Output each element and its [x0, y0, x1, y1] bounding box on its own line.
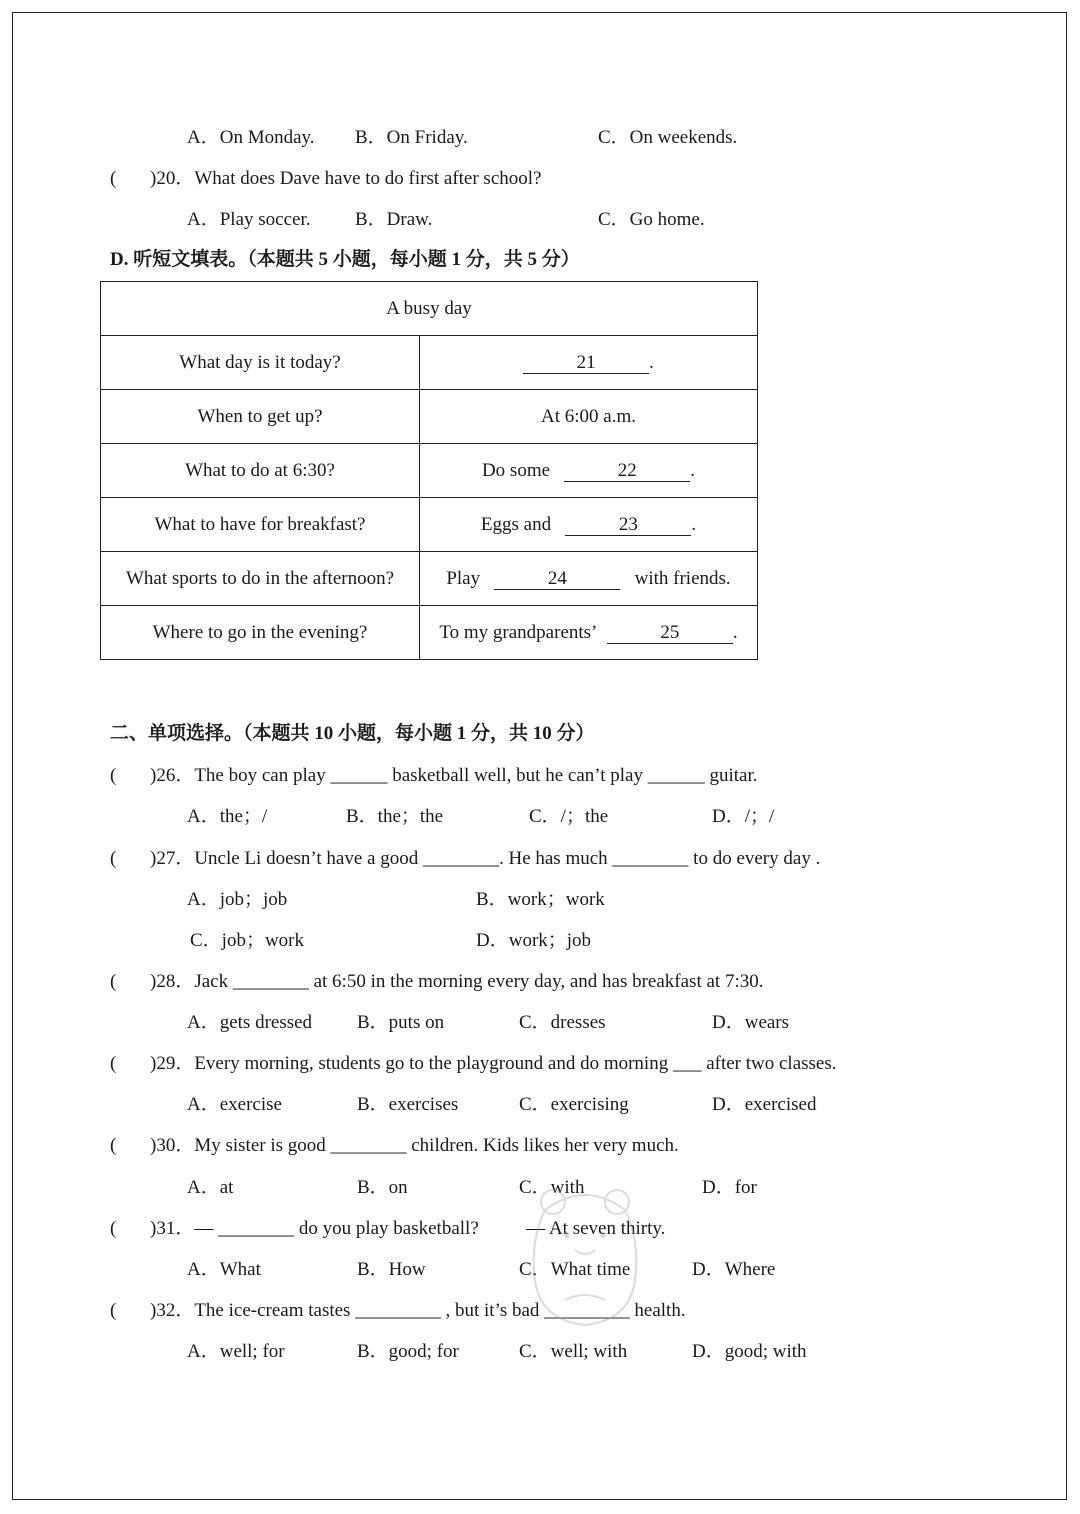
q28-paren: ( [110, 971, 117, 992]
q31-option-b[interactable]: B．How [357, 1259, 426, 1280]
table-question: What sports to do in the afternoon? [101, 552, 420, 606]
q32-option-d[interactable]: D．good; with [692, 1341, 807, 1362]
q32-option-b[interactable]: B．good; for [357, 1341, 459, 1362]
q30-option-c[interactable]: C．with [519, 1177, 585, 1198]
q28-option-d[interactable]: D．wears [712, 1012, 790, 1033]
q29-paren: ( [110, 1053, 117, 1074]
q30-paren: ( [110, 1135, 117, 1156]
table-row [101, 552, 758, 606]
q27-paren: ( [110, 848, 117, 869]
answer-prefix: Eggs and [480, 513, 552, 535]
table-title-row [101, 282, 758, 336]
q26-paren: ( [110, 765, 117, 786]
q26-option-b[interactable]: B．the；the [346, 806, 444, 827]
answer-blank-22[interactable]: 22 [564, 461, 690, 482]
q29-option-c[interactable]: C．exercising [519, 1094, 629, 1115]
table-row [101, 390, 758, 444]
q31-stem: )31．— ________ do you play basketball? — At seven thirty. [150, 1218, 666, 1239]
q20-paren: ( [110, 168, 117, 189]
q31-option-d[interactable]: D．Where [692, 1259, 776, 1280]
answer-blank-24[interactable]: 24 [494, 569, 620, 590]
q31-option-c[interactable]: C．What time [519, 1259, 631, 1280]
q26-stem: )26．The boy can play ______ basketball well, but he can’t play ______ guitar. [150, 765, 758, 786]
q30-option-b[interactable]: B．on [357, 1177, 408, 1198]
q27-stem: )27．Uncle Li doesn’t have a good ________. He has much ________ to do every day . [150, 848, 821, 869]
table-row [101, 336, 758, 390]
q29-option-d[interactable]: D．exercised [712, 1094, 817, 1115]
answer-suffix: . [691, 513, 697, 535]
table-row [101, 606, 758, 660]
q20-option-b: B．Draw. [355, 209, 433, 230]
table-question: What to have for breakfast? [101, 498, 420, 552]
answer-prefix: To my grandparents’ [439, 621, 598, 643]
q30-stem: )30．My sister is good ________ children. Kids likes her very much. [150, 1135, 679, 1156]
q28-stem: )28．Jack ________ at 6:50 in the morning every day, and has breakfast at 7:30. [150, 971, 764, 992]
answer-blank-21[interactable]: 21 [523, 353, 649, 374]
q26-option-d[interactable]: D．/；/ [712, 806, 775, 827]
q19-option-b: B．On Friday. [355, 127, 468, 148]
table-answer-cell [420, 336, 758, 390]
table-answer-cell [420, 444, 758, 498]
answer-blank-25[interactable]: 25 [607, 623, 733, 644]
table-answer-cell [420, 552, 758, 606]
q27-option-b[interactable]: B．work；work [476, 889, 605, 910]
q20-option-a: A．Play soccer. [187, 209, 311, 230]
answer-suffix: with friends. [634, 567, 731, 589]
q29-option-b[interactable]: B．exercises [357, 1094, 459, 1115]
q28-option-a[interactable]: A．gets dressed [187, 1012, 313, 1033]
answer-suffix: . [649, 351, 654, 373]
bear-watermark-icon [505, 1180, 655, 1330]
q27-option-a[interactable]: A．job；job [187, 889, 288, 910]
table-title: A busy day [101, 282, 758, 336]
table-answer-cell [420, 498, 758, 552]
section-2-heading: 二、单项选择。（本题共 10 小题，每小题 1 分，共 10 分） [110, 723, 595, 744]
table-row [101, 444, 758, 498]
q28-option-b[interactable]: B．puts on [357, 1012, 445, 1033]
section-d-heading: D. 听短文填表。（本题共 5 小题，每小题 1 分，共 5 分） [110, 249, 580, 270]
table-question: Where to go in the evening? [101, 606, 420, 660]
answer-blank-23[interactable]: 23 [565, 515, 691, 536]
table-answer-cell [420, 606, 758, 660]
table-question: When to get up? [101, 390, 420, 444]
q31-paren: ( [110, 1218, 117, 1239]
table-answer-cell: At 6:00 a.m. [420, 390, 758, 444]
q30-option-a[interactable]: A．at [187, 1177, 234, 1198]
q20-option-c: C．Go home. [598, 209, 705, 230]
q27-option-c[interactable]: C．job；work [190, 930, 305, 951]
q26-option-a[interactable]: A．the；/ [187, 806, 268, 827]
q19-option-a: A．On Monday. [187, 127, 315, 148]
answer-prefix: Play [446, 567, 481, 589]
answer-suffix: . [732, 621, 738, 643]
q30-option-d[interactable]: D．for [702, 1177, 757, 1198]
q29-stem: )29．Every morning, students go to the playground and do morning ___ after two classes. [150, 1053, 837, 1074]
q29-option-a[interactable]: A．exercise [187, 1094, 282, 1115]
table-question: What day is it today? [101, 336, 420, 390]
table-row [101, 498, 758, 552]
q28-option-c[interactable]: C．dresses [519, 1012, 606, 1033]
q19-option-c: C．On weekends. [598, 127, 738, 148]
answer-suffix: . [690, 459, 696, 481]
answer-prefix: Do some [481, 459, 551, 481]
busy-day-table [100, 281, 758, 660]
q32-paren: ( [110, 1300, 117, 1321]
q31-option-a[interactable]: A．What [187, 1259, 261, 1280]
q32-stem: )32．The ice-cream tastes _________ , but it’s bad _________ health. [150, 1300, 686, 1321]
q27-option-d[interactable]: D．work；job [476, 930, 592, 951]
q26-option-c[interactable]: C．/；the [529, 806, 609, 827]
q32-option-c[interactable]: C．well; with [519, 1341, 628, 1362]
q32-option-a[interactable]: A．well; for [187, 1341, 285, 1362]
q20-stem: )20．What does Dave have to do first after school? [150, 168, 542, 189]
table-question: What to do at 6:30? [101, 444, 420, 498]
